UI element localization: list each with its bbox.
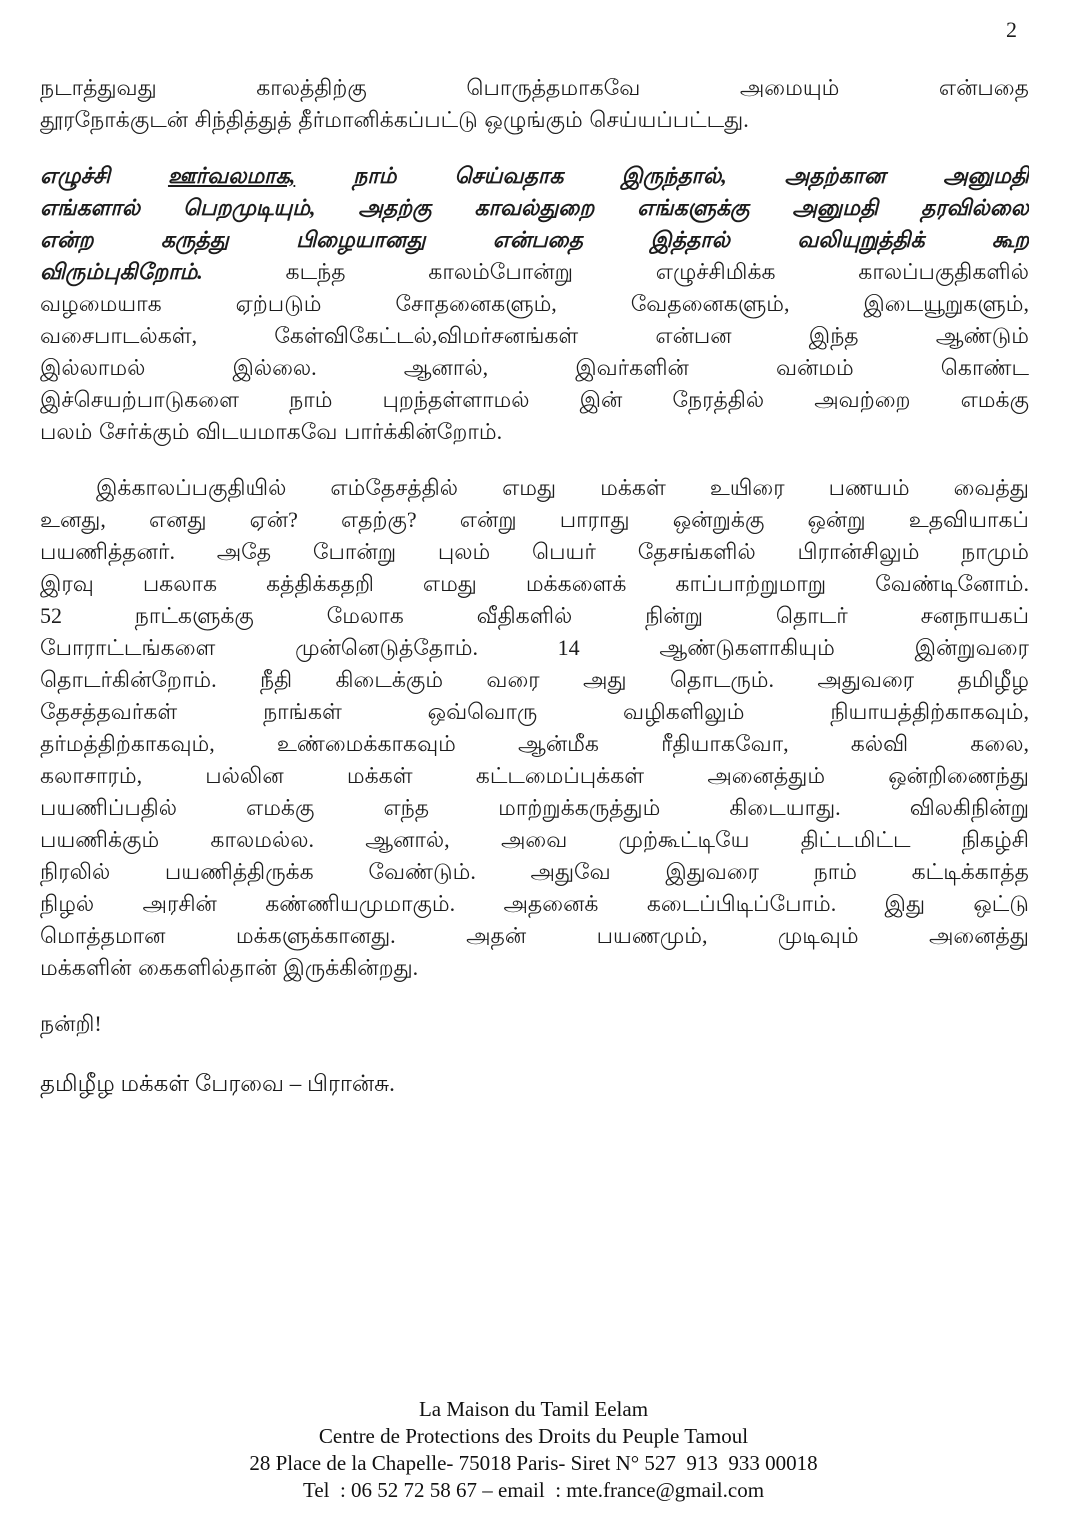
word: வேண்டினோம். xyxy=(875,571,1029,596)
text-line xyxy=(40,664,1029,696)
word: நாமும் xyxy=(961,539,1029,564)
signature-line: தமிழீழ மக்கள் பேரவை – பிரான்சு. xyxy=(40,1071,395,1096)
text-line xyxy=(40,72,1029,104)
word: அனைத்து xyxy=(928,923,1029,948)
word: இல்லாமல் xyxy=(40,355,146,380)
word: எழுச்சி xyxy=(40,163,111,188)
word: நாட்களுக்கு xyxy=(134,603,254,628)
word: ஏற்படும் xyxy=(235,291,322,316)
closing-thanks: நன்றி! xyxy=(40,1011,102,1036)
word: என்பதை xyxy=(492,227,583,252)
word: பயணமும், xyxy=(596,923,708,948)
word: நியாயத்திற்காகவும், xyxy=(830,699,1029,724)
text-line xyxy=(40,600,1029,632)
word: புலம் xyxy=(437,539,491,564)
word: ஒன்றிணைந்து xyxy=(888,763,1029,788)
text-line xyxy=(40,320,1029,352)
text-line xyxy=(40,728,1029,760)
word: கட்டமைப்புக்கள் xyxy=(475,763,645,788)
word: மக்களுக்கானது. xyxy=(235,923,396,948)
word: நின்று xyxy=(645,603,704,628)
word: பல்லின xyxy=(205,763,284,788)
text-line xyxy=(40,352,1029,384)
text-line xyxy=(40,256,1029,288)
word: ஒன்று xyxy=(807,507,866,532)
word: அவை xyxy=(500,827,568,852)
text-line xyxy=(40,224,1029,256)
word: மொத்தமான xyxy=(40,923,166,948)
word: கிடைக்கும் xyxy=(335,667,444,692)
word: முடிவும் xyxy=(777,923,859,948)
word: பிரான்சிலும் xyxy=(797,539,920,564)
text-line xyxy=(40,472,1029,504)
text-line xyxy=(40,384,1029,416)
text-line xyxy=(40,792,1029,824)
word: அதுவே xyxy=(530,859,611,884)
text-line xyxy=(40,888,1029,920)
word: எங்களுக்கு xyxy=(637,195,750,220)
word: கருத்து xyxy=(160,227,229,252)
word: பணயம் xyxy=(828,475,910,500)
text-line xyxy=(40,568,1029,600)
text-line xyxy=(40,696,1029,728)
word: நிகழ்சி xyxy=(961,827,1029,852)
word: கண்ணியமுமாகும். xyxy=(265,891,456,916)
word: ரீதியாகவோ, xyxy=(661,731,789,756)
word: செய்யப்பட்டது. xyxy=(589,107,749,132)
word: எதற்கு? xyxy=(341,507,417,532)
word: இது xyxy=(884,891,926,916)
word: கொண்ட xyxy=(940,355,1029,380)
word: பெயர் xyxy=(532,539,596,564)
word: அவற்றை xyxy=(814,387,911,412)
word: தொடர்கின்றோம். xyxy=(40,667,217,692)
word: விடயமாகவே xyxy=(196,419,338,444)
text-line xyxy=(40,632,1029,664)
word: அனுமதி xyxy=(943,163,1029,188)
word: உண்மைக்காகவும் xyxy=(276,731,456,756)
word: மக்கள் xyxy=(346,763,413,788)
paragraph-2 xyxy=(40,160,1029,448)
word: 52 xyxy=(40,603,62,628)
word: நீதி xyxy=(259,667,293,692)
word: பிழையானது xyxy=(296,227,426,252)
word: பலம் xyxy=(40,419,93,444)
word: ஆனால், xyxy=(365,827,450,852)
word: ஒன்றுக்கு xyxy=(672,507,765,532)
word: நடாத்துவது xyxy=(40,75,157,100)
word: கைகளில்தான் xyxy=(138,955,277,980)
word: என்பதை xyxy=(938,75,1029,100)
word: நாம் xyxy=(813,859,857,884)
word: அது xyxy=(583,667,627,692)
word: போராட்டங்களை xyxy=(40,635,216,660)
word: தர்மத்திற்காகவும், xyxy=(40,731,215,756)
word: முன்னெடுத்தோம். xyxy=(295,635,478,660)
footer-line: Tel : 06 52 72 58 67 – email : mte.france@gmail.com xyxy=(302,1478,765,1502)
word: வழமையாக xyxy=(40,291,162,316)
word: தீர்மானிக்கப்பட்டு xyxy=(298,107,478,132)
letterhead-footer xyxy=(0,1396,1067,1504)
text-line xyxy=(40,416,1029,448)
word: இருந்தால், xyxy=(621,163,727,188)
word: நேரத்தில் xyxy=(672,387,765,412)
text-line xyxy=(40,288,1029,320)
paragraph-1 xyxy=(40,72,1029,136)
word: இதுவரை xyxy=(665,859,760,884)
text-line xyxy=(40,856,1029,888)
paragraph-3 xyxy=(40,472,1029,984)
word: பார்க்கின்றோம். xyxy=(343,419,503,444)
word: அதன் xyxy=(466,923,527,948)
word: பகலாக xyxy=(142,571,218,596)
word: பயணிக்கும் xyxy=(40,827,160,852)
footer-line: La Maison du Tamil Eelam xyxy=(418,1397,649,1421)
word: பயணித்தனர். xyxy=(40,539,175,564)
word: தேசங்களில் xyxy=(637,539,756,564)
word: இன்றுவரை xyxy=(914,635,1029,660)
word: எமது xyxy=(502,475,557,500)
word: பாராது xyxy=(559,507,630,532)
word: நிழல் xyxy=(40,891,95,916)
word: கிடையாது. xyxy=(729,795,841,820)
word: ஆண்டும் xyxy=(935,323,1029,348)
word: இன் xyxy=(579,387,623,412)
word: வைத்து xyxy=(953,475,1029,500)
word: மக்கள் xyxy=(600,475,666,500)
word: அதுவரை xyxy=(817,667,915,692)
word: அதே xyxy=(216,539,272,564)
word: அனுமதி xyxy=(792,195,879,220)
word: முற்கூட்டியே xyxy=(618,827,750,852)
text-line xyxy=(40,536,1029,568)
word: தேசத்தவர்கள் xyxy=(40,699,178,724)
word: அதனைக் xyxy=(503,891,599,916)
word: இக்காலப்பகுதியில் xyxy=(96,475,287,500)
word: நாங்கள் xyxy=(263,699,342,724)
word: வலியுறுத்திக் xyxy=(797,227,925,252)
word: எனது xyxy=(148,507,207,532)
word: கேள்விகேட்டல்,விமர்சனங்கள் xyxy=(274,323,579,348)
word: அனைத்தும் xyxy=(707,763,826,788)
footer-line: 28 Place de la Chapelle- 75018 Paris- Siret N° 527 913 933 00018 xyxy=(249,1451,818,1475)
word: போன்று xyxy=(312,539,397,564)
word: மக்களின் xyxy=(40,955,132,980)
text-line xyxy=(40,920,1029,952)
word: உனது, xyxy=(40,507,106,532)
word: எமக்கு xyxy=(960,387,1029,412)
word: பயணித்திருக்க xyxy=(164,859,314,884)
word: தமிழீழ xyxy=(957,667,1029,692)
word: திட்டமிட்ட xyxy=(800,827,911,852)
word: இந்த xyxy=(808,323,859,348)
word: சனநாயகப் xyxy=(920,603,1029,628)
word: சோதனைகளும், xyxy=(395,291,557,316)
word: இத்தால் xyxy=(650,227,731,252)
word: கடைப்பிடிப்போம். xyxy=(646,891,837,916)
text-line xyxy=(40,104,1029,136)
word: எமக்கு xyxy=(246,795,315,820)
word: கல்வி xyxy=(850,731,909,756)
word: இச்செயற்பாடுகளை xyxy=(40,387,239,412)
word: ஒவ்வொரு xyxy=(427,699,538,724)
word: கூற xyxy=(991,227,1029,252)
word: தரவில்லை xyxy=(920,195,1029,220)
word: வழிகளிலும் xyxy=(623,699,745,724)
word: மாற்றுக்கருத்தும் xyxy=(498,795,661,820)
text-line xyxy=(40,160,1029,192)
word: எமது xyxy=(422,571,477,596)
word: ஆன்மீக xyxy=(518,731,599,756)
word: கட்டிக்காத்த xyxy=(911,859,1029,884)
word: உதவியாகப் xyxy=(908,507,1029,532)
word: அதற்கான xyxy=(784,163,886,188)
footer-line: Centre de Protections des Droits du Peuple Tamoul xyxy=(318,1424,749,1448)
word: தூரநோக்குடன் xyxy=(40,107,189,132)
word: தொடரும். xyxy=(669,667,775,692)
word: கலாசாரம், xyxy=(40,763,143,788)
word: இல்லை. xyxy=(232,355,317,380)
word: பொருத்தமாகவே xyxy=(466,75,641,100)
word: காலமல்ல. xyxy=(210,827,314,852)
word: ஒழுங்கும் xyxy=(484,107,583,132)
word: எங்களால் xyxy=(40,195,141,220)
word: அமையும் xyxy=(739,75,840,100)
text-line xyxy=(40,824,1029,856)
word: 14 xyxy=(557,635,580,660)
page-number: 2 xyxy=(1006,17,1017,42)
word: இரவு xyxy=(40,571,94,596)
word: என்று xyxy=(459,507,517,532)
word: எந்த xyxy=(383,795,430,820)
word: இடையூறுகளும், xyxy=(863,291,1029,316)
word: சிந்தித்துத் xyxy=(194,107,292,132)
word: காப்பாற்றுமாறு xyxy=(675,571,827,596)
word: பெறமுடியும், xyxy=(183,195,316,220)
word: இவர்களின் xyxy=(575,355,689,380)
word: அரசின் xyxy=(142,891,217,916)
word: செய்வதாக xyxy=(454,163,564,188)
word: சேர்க்கும் xyxy=(98,419,190,444)
word: அதற்கு xyxy=(358,195,432,220)
word: வசைபாடல்கள், xyxy=(40,323,198,348)
word: கடந்த xyxy=(285,259,346,284)
word: விரும்புகிறோம். xyxy=(40,259,203,284)
document-body xyxy=(40,72,1029,1100)
word: ஒட்டு xyxy=(973,891,1029,916)
word: மக்களைக் xyxy=(525,571,627,596)
word: பயணிப்பதில் xyxy=(40,795,177,820)
text-line xyxy=(40,760,1029,792)
word: நிரலில் xyxy=(40,859,111,884)
word: எம்தேசத்தில் xyxy=(330,475,459,500)
text-line xyxy=(40,952,1029,984)
word: என்ற xyxy=(40,227,94,252)
word: ஏன்? xyxy=(249,507,298,532)
word: கத்திக்கதறி xyxy=(266,571,374,596)
word: வேண்டும். xyxy=(368,859,476,884)
word: வேதனைகளும், xyxy=(630,291,790,316)
word: காலம்போன்று xyxy=(428,259,573,284)
word: மேலாக xyxy=(326,603,404,628)
word: காவல்துறை xyxy=(474,195,595,220)
word: புறந்தள்ளாமல் xyxy=(382,387,530,412)
word: கலை, xyxy=(970,731,1029,756)
word: ஊர்வலமாக, xyxy=(167,163,296,188)
word: தொடர் xyxy=(775,603,848,628)
word: காலப்பகுதிகளில் xyxy=(858,259,1029,284)
word: விலகிநின்று xyxy=(909,795,1029,820)
word: நாம் xyxy=(353,163,397,188)
word: நாம் xyxy=(289,387,333,412)
word: வன்மம் xyxy=(775,355,854,380)
word: ஆனால், xyxy=(403,355,489,380)
word: காலத்திற்கு xyxy=(256,75,367,100)
word: இருக்கின்றது. xyxy=(283,955,419,980)
word: எழுச்சிமிக்க xyxy=(655,259,776,284)
word: என்பன xyxy=(655,323,732,348)
word: உயிரை xyxy=(709,475,785,500)
text-line xyxy=(40,504,1029,536)
word: ஆண்டுகளாகியும் xyxy=(659,635,835,660)
word: வீதிகளில் xyxy=(476,603,573,628)
word: வரை xyxy=(486,667,540,692)
text-line xyxy=(40,192,1029,224)
